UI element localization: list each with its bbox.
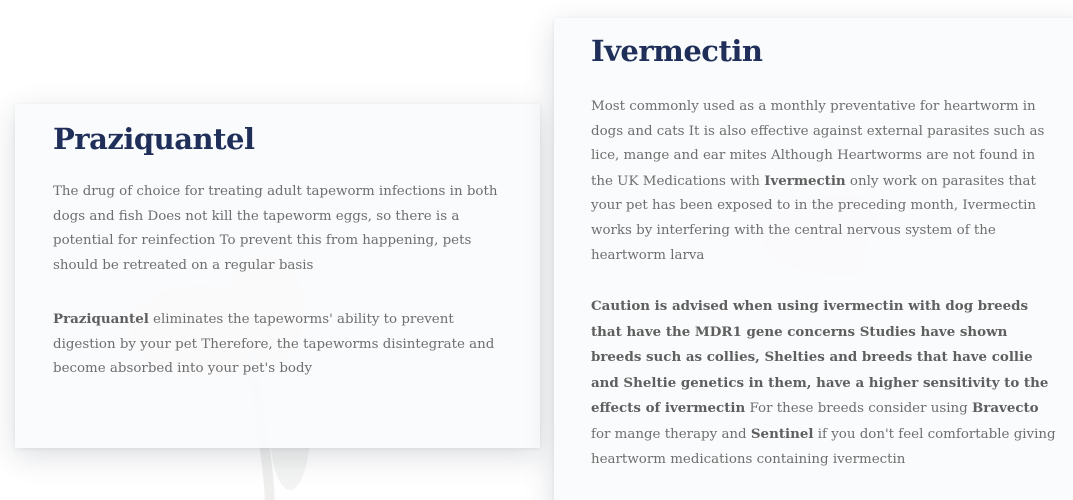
praziquantel-mechanism (53, 307, 515, 382)
ivermectin-desc-a: Most commonly used as a monthly preventative for heartworm in dogs and cats It is also effective against external parasites such as lice, mange and ear mites Although Heartworms are not found in the UK Medications with (591, 99, 1045, 189)
praziquantel-mechanism-text: eliminates the tapeworms' ability to prevent digestion by your pet Therefore, the tapeworms disintegrate and become absorbed into your pet's body (53, 312, 495, 377)
sentinel-strong: Sentinel (750, 425, 814, 442)
ivermectin-desc-b: only work on parasites that your pet has been exposed to in the preceding month, Ivermectin works by interfering with the central nervous system of the heartworm larva (591, 173, 1036, 263)
ivermectin-description (591, 95, 1061, 268)
praziquantel-description: The drug of choice for treating adult tapeworm infections in both dogs and fish Does not kill the tapeworm eggs, so there is a potential for reinfection To prevent this from happening, pets should be retreated on a regular basis (53, 184, 498, 273)
ivermectin-strong: Ivermectin (764, 172, 846, 189)
ivermectin-heading: Ivermectin (591, 34, 763, 68)
praziquantel-card (15, 104, 540, 448)
ivermectin-caution-b: for mange therapy and (591, 426, 751, 442)
praziquantel-heading: Praziquantel (53, 122, 255, 156)
bravecto-strong: Bravecto (971, 400, 1039, 417)
ivermectin-caution-strong: Caution is advised when using ivermectin with dog breeds that have the MDR1 gene concerns Studies have shown breeds such as collies, Shelties and breeds that have collie and Sheltie genetics in them, have a higher sensitivity to the effects of ivermectin (591, 298, 1049, 417)
ivermectin-card (554, 18, 1073, 500)
ivermectin-caution-c: if you don't feel comfortable giving heartworm medications containing ivermectin (591, 426, 1056, 467)
praziquantel-strong: Praziquantel (53, 311, 149, 327)
ivermectin-caution (591, 294, 1061, 472)
ivermectin-caution-a: For these breeds consider using (745, 401, 972, 417)
